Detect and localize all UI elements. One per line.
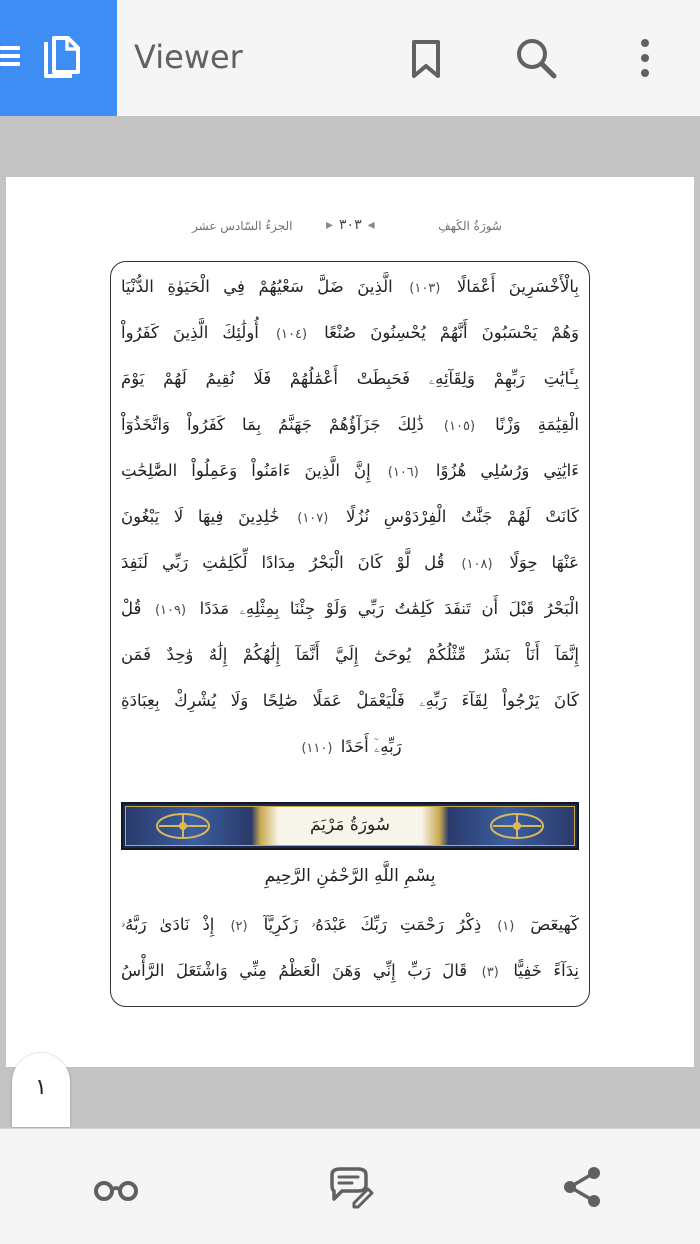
- ayah-marker: (١٠٥): [443, 419, 476, 434]
- surah-banner: [121, 802, 579, 850]
- menu-icon[interactable]: [0, 46, 20, 70]
- comment-edit-icon[interactable]: [326, 1163, 374, 1211]
- ayah-marker: (٣): [481, 965, 499, 980]
- more-vert-icon[interactable]: [621, 34, 669, 82]
- glasses-icon[interactable]: [92, 1163, 140, 1211]
- quran-line[interactable]: بِـَٔايَٰتِ رَبِّهِمْ وَلِقَآئِهِۦ فَحَبِطَتْ أَعْمَٰلُهُمْ فَلَا نُقِيمُ لَهُمْ يَوْمَ: [121, 369, 579, 388]
- header-surah-name: سُورَةُ الكَهفِ: [438, 219, 502, 233]
- ayah-marker: (١٠٤): [275, 327, 308, 342]
- app-title: Viewer: [134, 38, 243, 76]
- page-header: [6, 215, 694, 245]
- ayah-marker: (١٠٨): [461, 557, 493, 572]
- ayah-marker: (٢): [230, 919, 248, 934]
- quran-line[interactable]: كَانَتْ لَهُمْ جَنَّٰتُ الْفِرْدَوْسِ نُزُلًا (١٠٧) خَٰلِدِينَ فِيهَا لَا يَبْغُونَ: [121, 494, 579, 540]
- bookmark-icon[interactable]: [402, 34, 450, 82]
- quran-line[interactable]: بِالْأَخْسَرِينَ أَعْمَالًا (١٠٣) الَّذِينَ ضَلَّ سَعْيُهُمْ فِي الْحَيَوٰةِ الدُّنْيَا: [121, 264, 579, 310]
- page-number-tab[interactable]: [12, 1053, 70, 1127]
- menu-button[interactable]: [0, 0, 117, 116]
- quran-line[interactable]: الْقِيَٰمَةِ وَزْنًا (١٠٥) ذَٰلِكَ جَزَآؤُهُمْ جَهَنَّمُ بِمَا كَفَرُواْ وَاتَّخَذُوٓاْ: [121, 402, 579, 448]
- bottom-toolbar: [0, 1128, 700, 1244]
- text-frame: [110, 261, 590, 1007]
- document-icon[interactable]: [38, 36, 82, 82]
- quran-line[interactable]: إِنَّمَآ أَنَاْ بَشَرٌ مِّثْلُكُمْ يُوحَىٰٓ إِلَيَّ أَنَّمَآ إِلَٰهُكُمْ إِلَٰهٌ وَٰحِدٌ فَمَن: [121, 645, 579, 664]
- quran-line[interactable]: وَهُمْ يَحْسَبُونَ أَنَّهُمْ يُحْسِنُونَ صُنْعًا (١٠٤) أُولَٰئِكَ الَّذِينَ كَفَرُواْ: [121, 310, 579, 356]
- header-juz: الجزءُ السّادس عشر: [192, 219, 293, 233]
- page-number-label: ١: [35, 1075, 47, 1100]
- ayah-marker: (١٠٦): [387, 465, 419, 480]
- ayah-marker: (١١٠): [301, 741, 333, 756]
- ayah-marker: (١): [497, 919, 515, 934]
- share-icon[interactable]: [558, 1163, 606, 1211]
- mushaf-page[interactable]: [6, 177, 694, 1067]
- quran-line[interactable]: عَنْهَا حِوَلًا (١٠٨) قُل لَّوْ كَانَ الْبَحْرُ مِدَادًا لِّكَلِمَٰتِ رَبِّي لَنَفِدَ: [121, 540, 579, 586]
- surah-banner-title: سُورَةُ مَرْيَمَ: [309, 815, 391, 835]
- quran-line[interactable]: كَانَ يَرْجُواْ لِقَآءَ رَبِّهِۦ فَلْيَعْمَلْ عَمَلًا صَٰلِحًا وَلَا يُشْرِكْ بِعِبَادَةِ: [121, 691, 579, 710]
- header-page-number: ◂ ٣٠٣ ▸: [326, 217, 375, 233]
- ayah-marker: (١٠٧): [297, 511, 329, 526]
- search-icon[interactable]: [512, 34, 560, 82]
- quran-line[interactable]: نِدَآءً خَفِيًّا (٣) قَالَ رَبِّ إِنِّي وَهَنَ الْعَظْمُ مِنِّي وَاشْتَعَلَ الرَّأْسُ: [121, 948, 579, 994]
- quran-line[interactable]: كٓهيعٓصٓ (١) ذِكْرُ رَحْمَتِ رَبِّكَ عَبْدَهُۥ زَكَرِيَّآ (٢) إِذْ نَادَىٰ رَبَّهُۥ: [121, 902, 579, 948]
- top-toolbar: [0, 0, 700, 116]
- ayah-marker: (١٠٣): [409, 281, 441, 296]
- quran-line[interactable]: الْبَحْرُ قَبْلَ أَن تَنفَدَ كَلِمَٰتُ رَبِّي وَلَوْ جِئْنَا بِمِثْلِهِۦ مَدَدًا (١٠٩) قُلْ: [121, 586, 579, 632]
- quran-line[interactable]: ءَايَٰتِي وَرُسُلِي هُزُوًا (١٠٦) إِنَّ الَّذِينَ ءَامَنُواْ وَعَمِلُواْ الصَّٰلِحَٰتِ: [121, 448, 579, 494]
- basmala: بِسْمِ اللَّهِ الرَّحْمَٰنِ الرَّحِيمِ: [264, 866, 436, 886]
- ayah-marker: (١٠٩): [154, 603, 187, 618]
- quran-line[interactable]: رَبِّهِۦٓ أَحَدًا (١١٠): [121, 724, 579, 770]
